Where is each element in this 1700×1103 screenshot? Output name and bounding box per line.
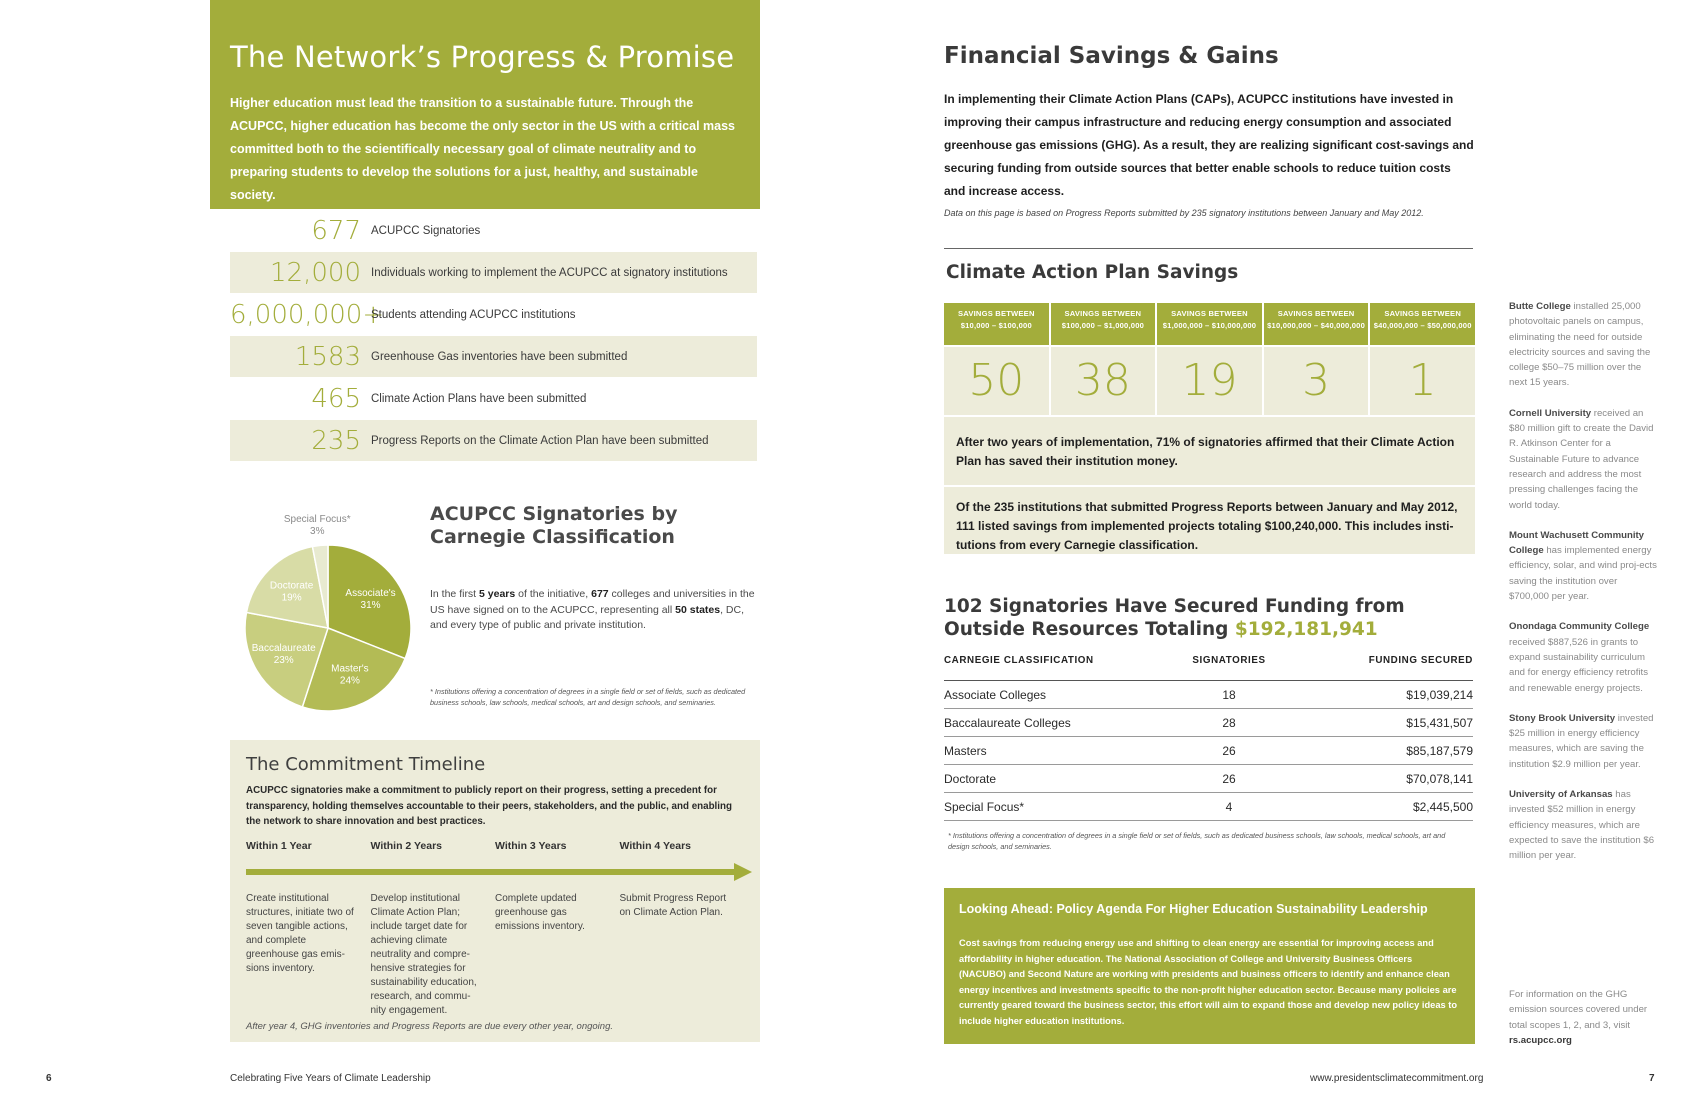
page-number-right: 7 (1649, 1073, 1655, 1084)
table-cell: 28 (1222, 715, 1236, 730)
table-cell: Baccalaureate Colleges (944, 715, 1071, 730)
timeline-bodies (246, 892, 744, 1018)
timeline-step-text: Complete updated greenhouse gas emissions inventory. (495, 892, 585, 932)
cap-savings-statement-2: Of the 235 institutions that submitted Progress Reports between January and May 2012, 111 listed savings from implemented projects totaling $100,240,000. This includes insti-tutions from every Carnegie classification. (944, 487, 1475, 554)
savings-range-header: SAVINGS BETWEEN $40,000,000 – $50,000,000 (1370, 303, 1475, 345)
pie-value-label: 3% (310, 526, 325, 537)
table-cell: $15,431,507 (1406, 715, 1473, 730)
pie-label: Associate's (345, 588, 396, 600)
stat-value: 677 (311, 215, 361, 246)
savings-count: 38 (1051, 347, 1156, 415)
cap-savings-table (944, 303, 1475, 554)
stat-label: Greenhouse Gas inventories have been submitted (371, 350, 628, 363)
cap-savings-title: Climate Action Plan Savings (946, 262, 1239, 283)
carnegie-pie-chart (228, 505, 428, 715)
carnegie-footnote: * Institutions offering a concentration of degrees in a single field or set of fields, such as dedicated business schools, law schools, medical schools, art and design schools, and seminaries. (430, 687, 746, 707)
institution-note: Onondaga Community College received $887,526 in grants to expand sustainability curriculum and for energy efficiency retrofits and renewable energy projects. (1509, 621, 1650, 694)
hero-body: Higher education must lead the transition to a sustainable future. Through the ACUPCC, higher education has become the only sector in the US with a critical mass committed both to the scientifically necessary goal of climate neutrality and to preparing students to develop the solutions for a just, healthy, and sustainable society. (230, 96, 735, 202)
stat-label: Progress Reports on the Climate Action Plan have been submitted (371, 434, 709, 447)
timeline-footer: After year 4, GHG inventories and Progress Reports are due every other year, ongoing. (246, 1021, 613, 1032)
financial-intro: In implementing their Climate Action Plans (CAPs), ACUPCC institutions have invested in improving their campus infrastructure and reducing energy consumption and associated greenhouse gas emissions (GHG). As a result, they are realizing significant cost-savings and securing funding from outside sources that better enable schools to reduce tuition costs and increase access. (944, 92, 1474, 198)
timeline-step-text: Create institutional structures, initiate two of seven tangible actions, and complete greenhouse gas emis-sions inventory. (246, 892, 354, 974)
table-row (944, 681, 1473, 709)
table-cell: $85,187,579 (1406, 743, 1473, 758)
timeline-step-text: Submit Progress Report on Climate Action Plan. (619, 892, 727, 918)
table-row (944, 709, 1473, 737)
stat-row (230, 378, 757, 419)
institution-note: Stony Brook University invested $25 million in energy efficiency measures, which are saving the institution $2.9 million per year. (1509, 712, 1654, 770)
stat-row (230, 336, 757, 377)
arrow-right-icon (734, 863, 752, 881)
timeline-intro: ACUPCC signatories make a commitment to publicly report on their progress, setting a precedent for transparency, holding themselves accountable to their peers, stakeholders, and the public, and enabling the network to share innovation and best practices. (246, 785, 732, 827)
looking-ahead-body: Cost savings from reducing energy use and shifting to clean energy are essential for improving access and affordability in higher education. The National Association of College and University Business Officers (NACUBO) and Second Nature are working with presidents and business officers to identify and enhance clean energy incentives and investments specific to the non-profit higher education sector. Because many policies are currently geared toward the business sector, this effort will aim to expand those and develop new policy ideas to include higher education institutions. (959, 938, 1458, 1026)
stat-label: Students attending ACUPCC institutions (371, 308, 576, 321)
stats-list (230, 210, 757, 462)
savings-range-header: SAVINGS BETWEEN $10,000 – $100,000 (944, 303, 1049, 345)
funding-footnote: * Institutions offering a concentration of degrees in a single field or set of fields, such as dedicated business schools, law schools, medical schools, art and design schools, and seminaries. (948, 831, 1446, 851)
table-cell: 26 (1222, 771, 1236, 786)
savings-count: 19 (1157, 347, 1262, 415)
stat-value: 465 (311, 383, 361, 414)
timeline-headings (246, 840, 744, 860)
savings-range-header: SAVINGS BETWEEN $1,000,000 – $10,000,000 (1157, 303, 1262, 345)
table-cell: 18 (1222, 687, 1236, 702)
table-cell: Masters (944, 743, 987, 758)
looking-ahead-title: Looking Ahead: Policy Agenda For Higher Education Sustainability Leadership (959, 902, 1428, 916)
institution-note: Cornell University received an $80 million gift to create the David R. Atkinson Center for a Sustainable Future to advance research and address the most pressing challenges facing the world today. (1509, 407, 1654, 511)
stat-value: 12,000 (270, 257, 361, 288)
institution-note: University of Arkansas has invested $52 million in energy efficiency measures, which are expected to save the institution $6 million per year. (1509, 789, 1655, 862)
cap-savings-headers (944, 303, 1475, 345)
timeline-title: The Commitment Timeline (246, 754, 486, 775)
timeline-heading: Within 1 Year (246, 839, 312, 852)
footer-url[interactable]: www.presidentsclimatecommitment.org (1310, 1073, 1484, 1084)
funding-table (944, 655, 1473, 821)
looking-ahead-panel (944, 888, 1475, 1044)
pie-value-label: 19% (281, 592, 302, 604)
table-cell: $2,445,500 (1412, 799, 1473, 814)
pie-value-label: 31% (360, 600, 381, 612)
cap-savings-statement-1: After two years of implementation, 71% of signatories affirmed that their Climate Action Plan has saved their institution money. (944, 417, 1475, 485)
savings-count: 50 (944, 347, 1049, 415)
stat-label: Individuals working to implement the ACUPCC at signatory institutions (371, 266, 728, 279)
pie-label: Special Focus* (283, 514, 351, 525)
stat-value: 235 (311, 425, 361, 456)
column-header: SIGNATORIES (1192, 655, 1266, 666)
pie-label: Master's (331, 663, 369, 675)
table-row (944, 765, 1473, 793)
pie-value-label: 23% (273, 655, 294, 667)
acupcc-link[interactable]: rs.acupcc.org (1509, 1034, 1572, 1046)
timeline-step-text: Develop institutional Climate Action Plan; include target date for achieving climate neutrality and compre-hensive strategies for sustainability education, research, and commu-nity engagement. (370, 892, 477, 1016)
sidebar-info: For information on the GHG emission sources covered under total scopes 1, 2, and 3, visit rs.acupcc.org (1509, 989, 1648, 1046)
stat-value: 6,000,000+ (230, 299, 385, 330)
institution-sidebar (1509, 299, 1659, 879)
pie-label: Baccalaureate (251, 643, 316, 655)
footer-left-text: Celebrating Five Years of Climate Leadership (230, 1073, 431, 1084)
stat-value: 1583 (294, 341, 361, 372)
financial-data-note: Data on this page is based on Progress Reports submitted by 235 signatory institutions between January and May 2012. (944, 208, 1424, 218)
timeline-heading: Within 3 Years (495, 839, 567, 852)
table-cell: Doctorate (944, 771, 997, 786)
commitment-timeline (230, 740, 760, 1042)
table-row (944, 793, 1473, 821)
table-cell: Associate Colleges (944, 687, 1047, 702)
page-number-left: 6 (46, 1073, 52, 1084)
timeline-arrow (246, 860, 744, 886)
savings-range-header: SAVINGS BETWEEN $10,000,000 – $40,000,000 (1264, 303, 1369, 345)
table-cell: Special Focus* (944, 799, 1025, 814)
hero-title: The Network’s Progress & Promise (230, 40, 735, 74)
institution-note: Butte College installed 25,000 photovoltaic panels on campus, eliminating the need for outside electricity sources and saving the college $50–75 million over the next 15 years. (1509, 301, 1651, 389)
stat-row (230, 252, 757, 293)
table-row (944, 737, 1473, 765)
savings-count: 3 (1264, 347, 1369, 415)
table-cell: $19,039,214 (1406, 687, 1473, 702)
cap-savings-values (944, 347, 1475, 415)
column-header: CARNEGIE CLASSIFICATION (944, 655, 1094, 666)
column-header: FUNDING SECURED (1368, 655, 1473, 666)
stat-label: ACUPCC Signatories (371, 224, 481, 237)
table-cell: 26 (1222, 743, 1236, 758)
funding-table-header (944, 655, 1473, 681)
savings-count: 1 (1370, 347, 1475, 415)
funding-title: 102 Signatories Have Secured Funding from Outside Resources Totaling $192,181,941 (944, 596, 1405, 640)
financial-title: Financial Savings & Gains (944, 43, 1279, 69)
table-cell: $70,078,141 (1406, 771, 1473, 786)
divider (944, 248, 1473, 249)
pie-label: Doctorate (269, 580, 314, 592)
funding-total: $192,181,941 (1234, 619, 1378, 640)
institution-note: Mount Wachusett Community College has implemented energy efficiency, solar, and wind proj-ects saving the institution over $700,000 per year. (1509, 529, 1657, 603)
timeline-heading: Within 2 Years (370, 839, 442, 852)
savings-range-header: SAVINGS BETWEEN $100,000 – $1,000,000 (1051, 303, 1156, 345)
hero-panel (210, 0, 760, 209)
stat-label: Climate Action Plans have been submitted (371, 392, 587, 405)
stat-row (230, 210, 757, 251)
carnegie-title: ACUPCC Signatories by Carnegie Classification (430, 503, 678, 548)
stat-row (230, 294, 757, 335)
carnegie-text: In the first 5 years of the initiative, 677 colleges and universities in the US have signed on to the ACUPCC, representing all 50 states, DC, and every type of public and private institution. (430, 588, 755, 631)
stat-row (230, 420, 757, 461)
timeline-heading: Within 4 Years (619, 839, 691, 852)
pie-value-label: 24% (339, 675, 360, 687)
table-cell: 4 (1225, 799, 1233, 814)
